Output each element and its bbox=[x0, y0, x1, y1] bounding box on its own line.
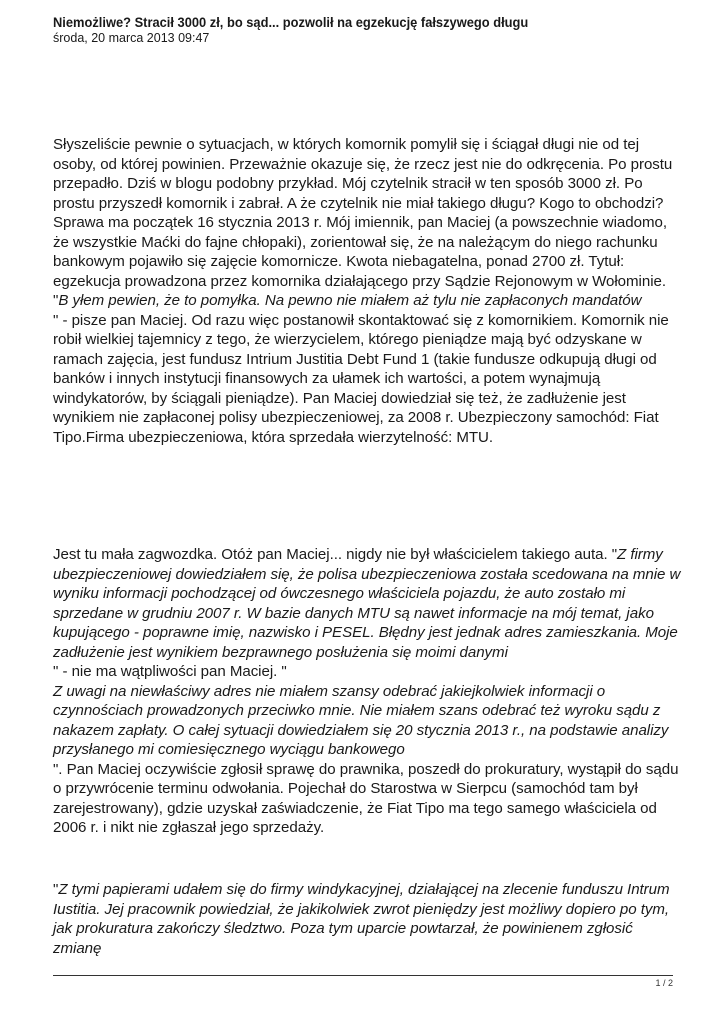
body-paragraph-1 bbox=[53, 135, 681, 447]
body-paragraph-3 bbox=[53, 880, 681, 958]
document-header bbox=[53, 14, 693, 46]
article-title: Niemożliwe? Stracił 3000 zł, bo sąd... pozwolił na egzekucję fałszywego długu bbox=[53, 14, 529, 30]
article-date: środa, 20 marca 2013 09:47 bbox=[53, 31, 210, 45]
footer-divider bbox=[53, 975, 673, 976]
quote-text: Z uwagi na niewłaściwy adres nie miałem szansy odebrać jakiejkolwiek informacji o czynnościach prowadzonych przeciwko mnie. Nie miałem szans odebrać też wyroku sądu z nakazem zapłaty. O całej sytuacji dowiedziałem się 20 stycznia 2013 r., na podstawie analizy przysłanego mi comiesięcznego wyciągu bankowego bbox=[53, 682, 669, 758]
quote-text: B yłem pewien, że to pomyłka. Na pewno nie miałem aż tylu nie zapłaconych mandatów bbox=[58, 292, 642, 309]
page-number: 1 / 2 bbox=[655, 978, 673, 988]
paragraph-text: " - nie ma wątpliwości pan Maciej. " bbox=[53, 663, 287, 680]
paragraph-text: " bbox=[53, 881, 59, 898]
body-paragraph-2 bbox=[53, 545, 681, 838]
paragraph-text: Słyszeliście pewnie o sytuacjach, w których komornik pomylił się i ściągał długi nie od tej osoby, od której powinien. Przeważnie okazuje się, że rzecz jest nie do odkręcenia. Po prostu przepadło. Dziś w blogu podobny przykład. Mój czytelnik stracił w ten sposób 3000 zł. Po prostu przyszedł komornik i zabrał. A że czytelnik nie miał takiego długu? Kogo to obchodzi? Sprawa ma początek 16 stycznia 2013 r. Mój imiennik, pan Maciej (a powszechnie wiadomo, że wszystkie Maćki do fajne chłopaki), zorientował się, że na należącym do niego rachunku bankowym pojawiło się zajęcie komornicze. Kwota niebagatelna, ponad 2700 zł. Tytuł: egzekucja prowadzona przez komornika działającego przy Sądzie Rejonowym w Wołominie. " bbox=[53, 136, 673, 309]
quote-text: Z firmy ubezpieczeniowej dowiedziałem się, że polisa ubezpieczeniowa została scedowana na mnie w wyniku informacji pochodzącej od ówczesnego właściciela pojazdu, że auto zostało mi sprzedane w grudniu 2007 r. W bazie danych MTU są nawet informacje na mój temat, jako kupującego - poprawne imię, nazwisko i PESEL. Błędny jest jednak adres zamieszkania. Moje zadłużenie jest wynikiem bezprawnego posłużenia się moimi danymi bbox=[53, 546, 681, 661]
paragraph-text: Jest tu mała zagwozdka. Otóż pan Maciej... nigdy nie był właścicielem takiego auta. " bbox=[53, 546, 618, 563]
paragraph-text: ". Pan Maciej oczywiście zgłosił sprawę do prawnika, poszedł do prokuratury, wystąpił do sądu o przywrócenie terminu odwołania. Pojechał do Starostwa w Sierpcu (samochód tam był zarejestrowany), gdzie uzyskał zaświadczenie, że Fiat Tipo ma tego samego właściciela od 2006 r. i nikt nie zgłaszał jego sprzedaży. bbox=[53, 760, 679, 836]
quote-text: Z tymi papierami udałem się do firmy windykacyjnej, działającej na zlecenie funduszu Intrum Iustitia. Jej pracownik powiedział, że jakikolwiek zwrot pieniędzy jest możliwy dopiero po tym, jak prokuratura zakończy śledztwo. Poza tym uparcie powtarzał, że powinienem zgłosić zmianę bbox=[53, 881, 670, 957]
paragraph-text: " - pisze pan Maciej. Od razu więc postanowił skontaktować się z komornikiem. Komornik nie robił wielkiej tajemnicy z tego, że wierzycielem, którego pieniądze mają być odzyskane w ramach zajęcia, jest fundusz Intrium Justitia Debt Fund 1 (takie fundusze odkupują długi od banków i innych instytucji finansowych za ułamek ich wartości, a potem wynajmują windykatorów, by ściągali pieniądze). Pan Maciej dowiedział się też, że zadłużenie jest wynikiem nie zapłaconej polisy ubezpieczeniowej, za 2008 r. Ubezpieczony samochód: Fiat Tipo.Firma ubezpieczeniowa, która sprzedała wierzytelność: MTU. bbox=[53, 311, 669, 446]
